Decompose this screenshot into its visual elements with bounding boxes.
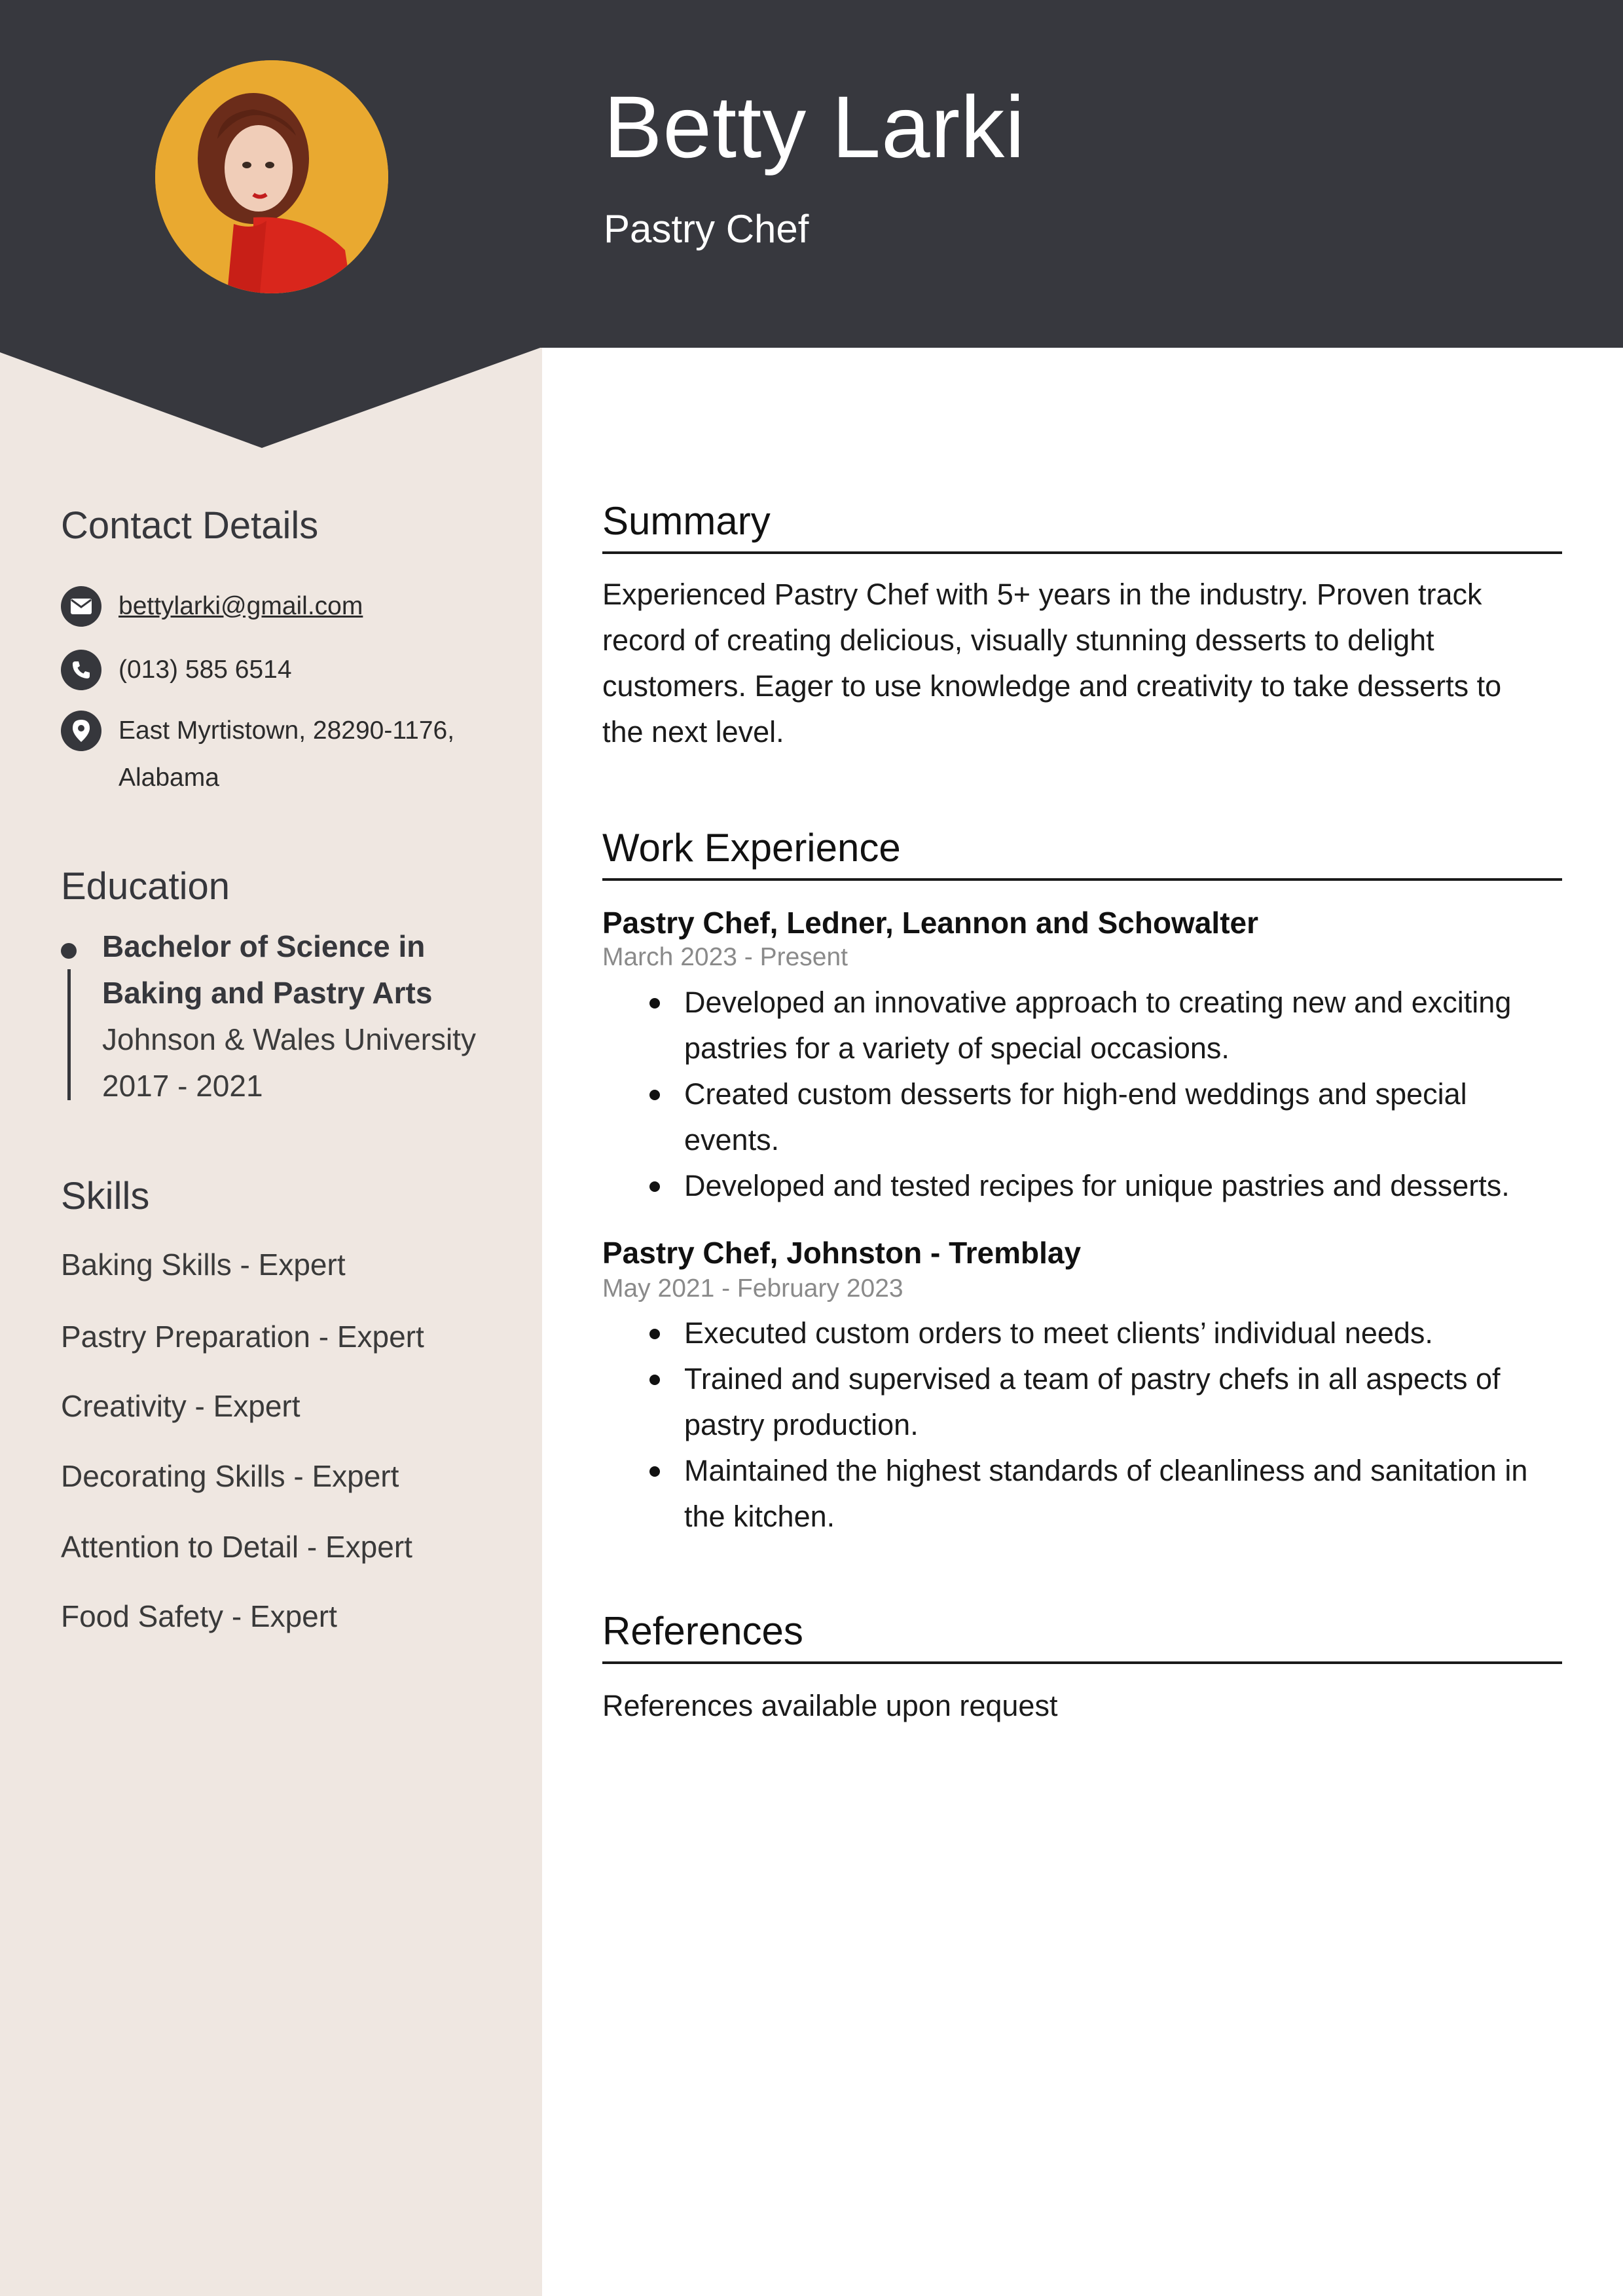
contact-heading: Contact Details: [61, 504, 319, 547]
summary-heading: Summary: [602, 502, 1562, 554]
address-line-1: East Myrtistown, 28290-1176,: [119, 716, 455, 745]
contact-phone-row: [61, 650, 292, 694]
phone-icon: [61, 650, 101, 690]
header-chevron-shape: [0, 347, 542, 448]
degree-line-2: Baking and Pastry Arts: [102, 976, 433, 1010]
skills-heading: Skills: [61, 1175, 150, 1217]
bullet-line: events.: [684, 1123, 780, 1157]
bullet-item: [684, 1163, 1588, 1209]
job-role: Pastry Chef, Ledner, Leannon and Schowalter: [602, 906, 1259, 940]
skill-item: Food Safety - Expert: [61, 1599, 337, 1633]
references-text: References available upon request: [602, 1689, 1058, 1722]
address: [119, 707, 454, 802]
location-pin-icon: [61, 711, 101, 751]
job-bullets: [684, 1310, 1588, 1540]
candidate-name: Betty Larki: [604, 79, 1026, 176]
bullet-line: Developed and tested recipes for unique pastries and desserts.: [684, 1169, 1510, 1202]
bullet-line: the kitchen.: [684, 1500, 835, 1533]
contact-address-row: [61, 711, 454, 802]
summary-text: [602, 572, 1562, 755]
skill-item: Attention to Detail - Expert: [61, 1530, 412, 1564]
summary-line: customers. Eager to use knowledge and creativity to take desserts to: [602, 669, 1502, 703]
work-experience-heading: Work Experience: [602, 828, 1562, 881]
address-line-2: Alabama: [119, 764, 219, 792]
summary-line: record of creating delicious, visually stunning desserts to delight: [602, 623, 1434, 657]
bullet-line: Trained and supervised a team of pastry chefs in all aspects of: [684, 1362, 1501, 1396]
bullet-line: Created custom desserts for high-end weddings and special: [684, 1077, 1467, 1111]
skill-item: Creativity - Expert: [61, 1389, 301, 1423]
envelope-icon: [61, 586, 101, 627]
degree-line-1: Bachelor of Science in: [102, 929, 426, 963]
education-heading: Education: [61, 865, 230, 908]
job-bullets: [684, 980, 1588, 1209]
bullet-item: [684, 1448, 1588, 1540]
skill-item: Pastry Preparation - Expert: [61, 1320, 424, 1354]
bullet-item: [684, 980, 1588, 1071]
candidate-title: Pastry Chef: [604, 207, 809, 251]
bullet-line: pastry production.: [684, 1408, 919, 1441]
education-years: 2017 - 2021: [102, 1069, 263, 1103]
bullet-line: Maintained the highest standards of cleanliness and sanitation in: [684, 1454, 1528, 1487]
bullet-line: pastries for a variety of special occasions.: [684, 1031, 1230, 1065]
job-role: Pastry Chef, Johnston - Tremblay: [602, 1236, 1082, 1270]
profile-photo: [155, 60, 388, 293]
references-heading: References: [602, 1612, 1562, 1664]
job-dates: March 2023 - Present: [602, 943, 848, 971]
timeline-dot: [61, 943, 77, 959]
portrait-illustration: [155, 60, 388, 293]
bullet-item: [684, 1310, 1588, 1356]
school-name: Johnson & Wales University: [102, 1022, 476, 1056]
education-entry: [61, 923, 519, 1107]
job-dates: May 2021 - February 2023: [602, 1274, 903, 1303]
summary-line: the next level.: [602, 715, 784, 749]
skill-item: Decorating Skills - Expert: [61, 1459, 399, 1493]
skill-item: Baking Skills - Expert: [61, 1248, 346, 1282]
timeline-line: [67, 969, 71, 1100]
contact-email-row: [61, 586, 363, 630]
phone-number: (013) 585 6514: [119, 656, 292, 684]
education-details: [102, 923, 476, 1109]
bullet-item: [684, 1071, 1588, 1163]
email-link[interactable]: bettylarki@gmail.com: [119, 592, 363, 620]
bullet-line: Executed custom orders to meet clients’ individual needs.: [684, 1316, 1433, 1350]
bullet-item: [684, 1356, 1588, 1448]
bullet-line: Developed an innovative approach to creating new and exciting: [684, 986, 1512, 1019]
summary-line: Experienced Pastry Chef with 5+ years in the industry. Proven track: [602, 578, 1482, 611]
